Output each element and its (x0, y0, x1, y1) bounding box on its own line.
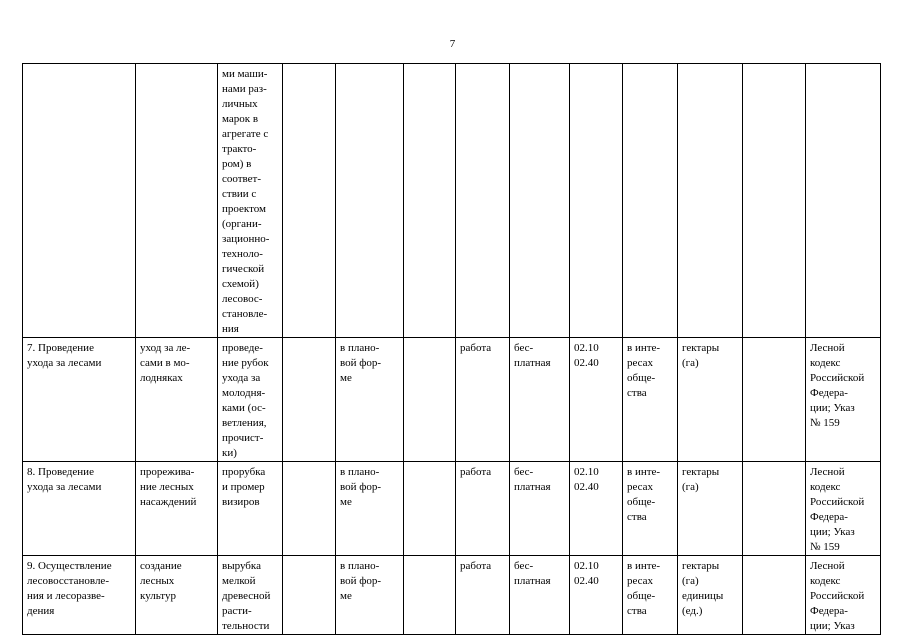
table-cell: создание лесных культур (136, 556, 218, 635)
table-cell (743, 462, 806, 556)
table-cell: бес- платная (510, 462, 570, 556)
table-cell (456, 64, 510, 338)
table-cell: гектары (га) (678, 462, 743, 556)
table-cell: в инте- ресах обще- ства (623, 556, 678, 635)
table-cell (136, 64, 218, 338)
table-cell (806, 64, 881, 338)
table-cell: гектары (га) единицы (ед.) (678, 556, 743, 635)
table-cell (570, 64, 623, 338)
table-cell (283, 64, 336, 338)
table-cell: проведе- ние рубок ухода за молодня- ками (ос- ветления, прочист- ки) (218, 338, 283, 462)
table-cell (404, 556, 456, 635)
table-cell: работа (456, 556, 510, 635)
services-table (22, 63, 881, 635)
table-cell (623, 64, 678, 338)
table-cell: прорубка и промер визиров (218, 462, 283, 556)
table-cell: 02.10 02.40 (570, 462, 623, 556)
table-cell: в плано- вой фор- ме (336, 338, 404, 462)
table-cell: Лесной кодекс Российской Федера- ции; Указ № 159 (806, 462, 881, 556)
table-row (23, 64, 881, 338)
table-cell (404, 64, 456, 338)
table-cell: вырубка мелкой древесной расти- тельности (218, 556, 283, 635)
table-cell (23, 64, 136, 338)
table-cell: работа (456, 462, 510, 556)
table-cell: гектары (га) (678, 338, 743, 462)
table-cell: 02.10 02.40 (570, 556, 623, 635)
table-cell: Лесной кодекс Российской Федера- ции; Указ № 159 (806, 338, 881, 462)
table-cell: 9. Осуществление лесовосстановле- ния и лесоразве- дения (23, 556, 136, 635)
table-cell: 8. Проведение ухода за лесами (23, 462, 136, 556)
table-cell (510, 64, 570, 338)
table-cell (404, 338, 456, 462)
table-cell: в инте- ресах обще- ства (623, 338, 678, 462)
page-number: 7 (449, 38, 456, 50)
table-cell: прорежива- ние лесных насаждений (136, 462, 218, 556)
table-cell (336, 64, 404, 338)
table-cell: в плано- вой фор- ме (336, 462, 404, 556)
table-cell (283, 556, 336, 635)
table-cell: 7. Проведение ухода за лесами (23, 338, 136, 462)
table-cell (743, 338, 806, 462)
table-cell: бес- платная (510, 556, 570, 635)
table-cell: в инте- ресах обще- ства (623, 462, 678, 556)
table-cell (678, 64, 743, 338)
table-cell: Лесной кодекс Российской Федера- ции; Указ (806, 556, 881, 635)
table-cell (283, 462, 336, 556)
table-cell (283, 338, 336, 462)
table-cell: работа (456, 338, 510, 462)
table-row (23, 556, 881, 635)
table-cell (743, 556, 806, 635)
table-cell: бес- платная (510, 338, 570, 462)
table-cell: 02.10 02.40 (570, 338, 623, 462)
table-cell (743, 64, 806, 338)
table-cell: уход за ле- сами в мо- лодняках (136, 338, 218, 462)
table-cell: ми маши- нами раз- личных марок в агрегате с тракто- ром) в соответ- ствии с проектом (органи- зационно- техноло- гической схемой) лесовос- становле- ния (218, 64, 283, 338)
table-cell (404, 462, 456, 556)
table-cell: в плано- вой фор- ме (336, 556, 404, 635)
table-row (23, 338, 881, 462)
table-row (23, 462, 881, 556)
